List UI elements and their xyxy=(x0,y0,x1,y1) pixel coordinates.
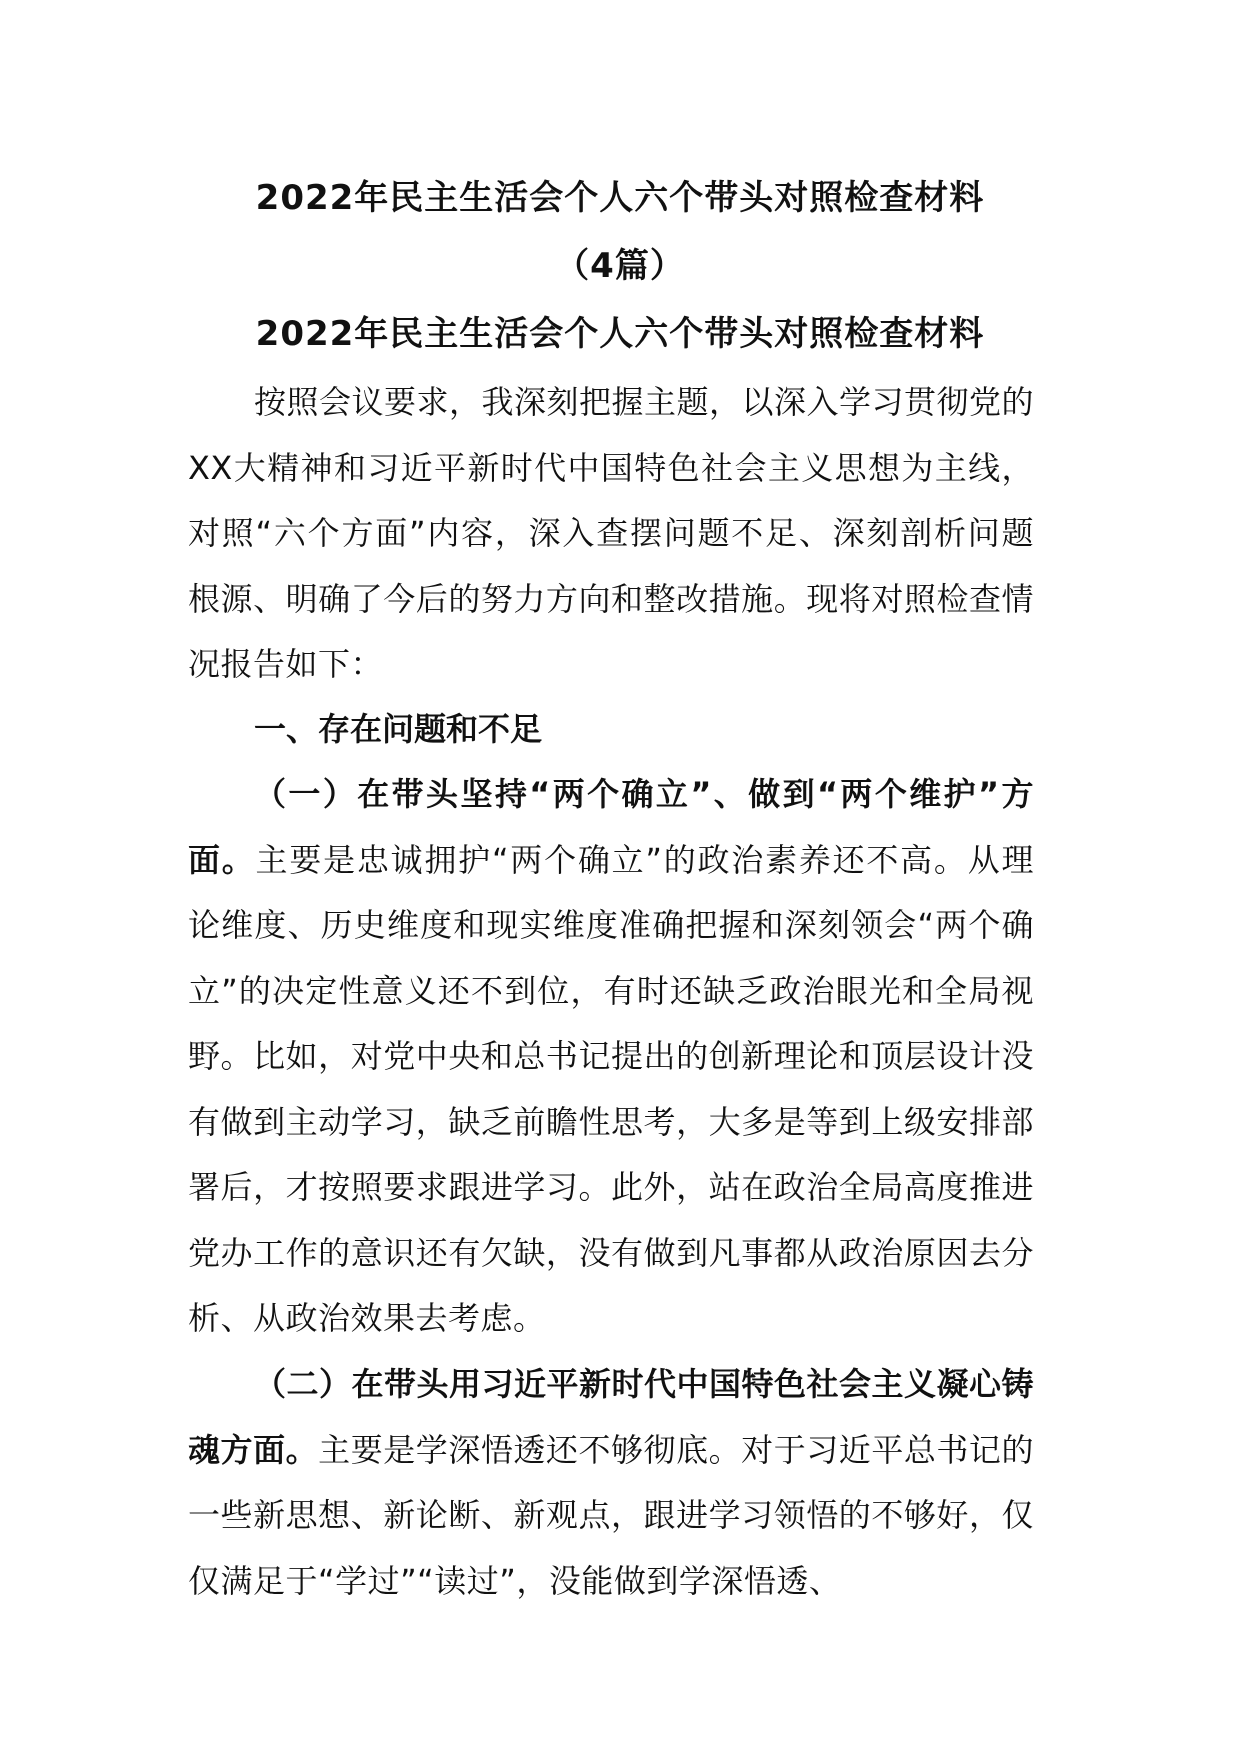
intro-paragraph: 按照会议要求，我深刻把握主题，以深入学习贯彻党的XX大精神和习近平新时代中国特色社会主义思想为主线，对照“六个方面”内容，深入查摆问题不足、深刻剖析问题根源、明确了今后的努力方向和整改措施。现将对照检查情况报告如下： xyxy=(188,383,1035,683)
section-heading-problems: 一、存在问题和不足 xyxy=(254,710,543,748)
item-2-lead: （二）在带头用习近平新时代中国特色社会主义凝心铸魂方面。 xyxy=(188,1365,1035,1469)
item-paragraph-1 xyxy=(188,762,1034,1352)
item-2-text: 主要是学深悟透还不够彻底。对于习近平总书记的一些新思想、新论断、新观点，跟进学习领悟的不够好，仅仅满足于“学过”“读过”，没能做到学深悟透、 xyxy=(188,1430,1034,1600)
item-1-text: 主要是忠诚拥护“两个确立”的政治素养还不高。从理论维度、历史维度和现实维度准确把握和深刻领会“两个确立”的决定性意义还不到位，有时还缺乏政治眼光和全局视野。比如，对党中央和总书记提出的创新理论和顶层设计没有做到主动学习，缺乏前瞻性思考，大多是等到上级安排部署后，才按照要求跟进学习。此外，站在政治全局高度推进党办工作的意识还有欠缺，没有做到凡事都从政治原因去分析、从政治效果去考虑。 xyxy=(188,840,1034,1337)
item-1-lead: （一）在带头坚持“两个确立”、做到“两个维护”方面。 xyxy=(188,775,1034,879)
document-title-count: （4篇） xyxy=(555,246,685,286)
document-title: 2022年民主生活会个人六个带头对照检查材料 xyxy=(255,178,985,218)
section-title: 2022年民主生活会个人六个带头对照检查材料 xyxy=(255,314,985,354)
item-paragraph-2 xyxy=(188,1352,1034,1614)
